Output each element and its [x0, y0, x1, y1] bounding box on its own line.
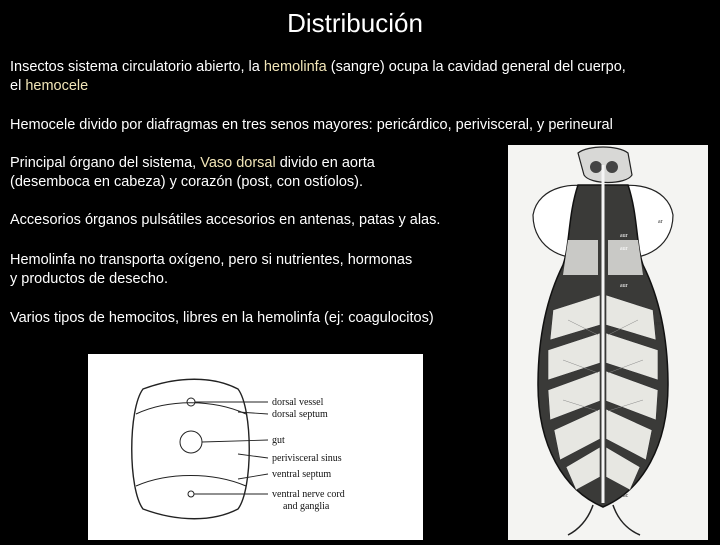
- dissection-label: ac: [623, 493, 629, 499]
- term-hemocele: hemocele: [25, 78, 89, 94]
- term-hemolinfa: hemolinfa: [263, 59, 327, 75]
- paragraph-accessory-organs: Accesorios órganos pulsátiles accesorios en antenas, patas y alas.: [10, 212, 441, 228]
- dissection-figure: [508, 145, 708, 540]
- label-ventral-nerve-cord: ventral nerve cord: [272, 489, 345, 500]
- paragraph-hemocytes: Varios tipos de hemocitos, libres en la hemolinfa (ej: coagulocitos): [10, 310, 434, 326]
- label-ventral-septum: ventral septum: [272, 469, 332, 480]
- insect-dissection-drawing: [508, 145, 708, 540]
- dissection-label: pc: [656, 321, 662, 327]
- dissection-label: aur: [620, 246, 628, 252]
- slide-title: Distribución: [287, 8, 423, 38]
- paragraph-dorsal-vessel: Principal órgano del sistema, Vaso dorsal divido en aorta (desemboca en cabeza) y corazón (post, con ostíolos).: [10, 155, 375, 190]
- label-dorsal-vessel: dorsal vessel: [272, 397, 324, 408]
- paragraph-sinuses: Hemocele divido por diafragmas en tres senos mayores: pericárdico, perivisceral, y perineural: [10, 117, 613, 133]
- label-dorsal-septum: dorsal septum: [272, 409, 328, 420]
- label-and-ganglia: and ganglia: [283, 501, 330, 512]
- term-vaso-dorsal: Vaso dorsal: [200, 155, 276, 171]
- cross-section-figure: [88, 354, 423, 540]
- label-perivisceral-sinus: perivisceral sinus: [272, 453, 342, 464]
- dissection-label: aur: [620, 233, 628, 239]
- dissection-label: ar: [658, 219, 663, 225]
- paragraph-open-system: Insectos sistema circulatorio abierto, la hemolinfa (sangre) ocupa la cavidad general del cuerpo, el hemocele: [10, 59, 626, 94]
- dissection-label: aur: [620, 283, 628, 289]
- paragraph-hemolymph-function: Hemolinfa no transporta oxígeno, pero si nutrientes, hormonas y productos de desecho.: [10, 252, 413, 287]
- cross-section-diagram: [88, 354, 423, 540]
- label-gut: gut: [272, 435, 285, 446]
